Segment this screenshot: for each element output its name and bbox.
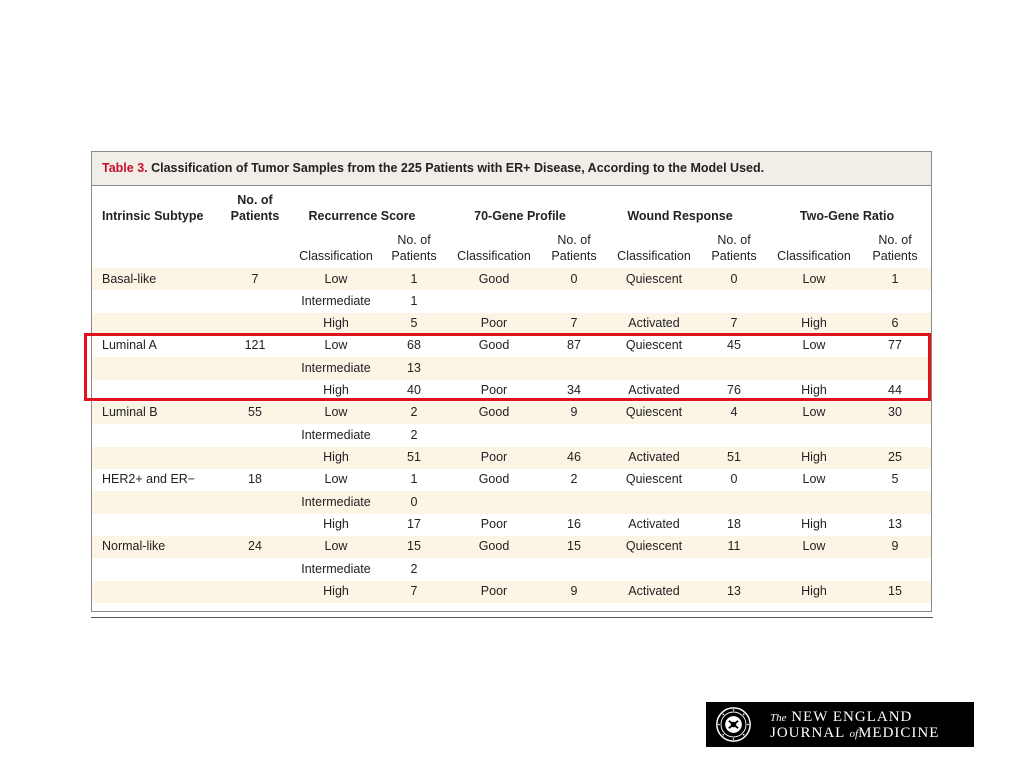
table-cell-tg-n: 30 [888,405,902,420]
table-cell-n: 55 [248,405,262,420]
table-cell-wr-class: Quiescent [625,271,683,286]
table-cell-tg-n: 1 [891,271,899,286]
table-cell-g70-n: 2 [570,472,578,487]
table-cell-rs-class: Low [324,405,348,420]
table-cell-tg-class: Low [802,338,826,353]
nejm-logo [706,702,974,747]
logo-new-england: NEW ENGLAND [791,709,913,725]
table-cell-tg-n: 77 [888,338,902,353]
table-cell-rs-n: 15 [407,539,421,554]
table-cell-rs-n: 2 [410,405,418,420]
subheader-rs-classification: Classification [299,249,373,263]
table-cell-g70-class: Poor [480,517,508,532]
logo-medicine: MEDICINE [858,725,940,741]
table-cell-rs-class: Low [324,271,348,286]
table-cell-rs-class: Intermediate [301,293,371,308]
table-cell-tg-class: High [801,450,827,465]
table-cell-tg-n: 9 [891,539,899,554]
table-cell-wr-n: 0 [730,472,738,487]
table-cell-g70-class: Good [478,271,510,286]
subheader-70g-no-of: No. of [557,233,591,247]
table-cell-rs-n: 40 [407,383,421,398]
header-70-gene-profile: 70-Gene Profile [474,209,566,223]
nejm-seal-icon [715,706,752,743]
table-cell-wr-n: 4 [730,405,738,420]
subheader-wr-no-of: No. of [717,233,751,247]
table-cell-rs-class: Intermediate [301,427,371,442]
table-cell-wr-n: 51 [727,450,741,465]
subheader-70g-classification: Classification [457,249,531,263]
table-cell-rs-class: High [323,450,349,465]
table-cell-wr-class: Activated [628,584,680,599]
table-cell-rs-n: 17 [407,517,421,532]
subheader-tg-patients: Patients [872,249,918,263]
table-cell-g70-n: 0 [570,271,578,286]
table-cell-wr-class: Quiescent [625,472,683,487]
table-cell-tg-class: Low [802,472,826,487]
table-cell-rs-n: 51 [407,450,421,465]
table-cell-rs-class: High [323,316,349,331]
subheader-rs-no-of: No. of [397,233,431,247]
table-cell-n: 24 [248,539,262,554]
table-cell-wr-n: 13 [727,584,741,599]
table-cell-wr-n: 45 [727,338,741,353]
table-cell-wr-class: Quiescent [625,405,683,420]
table-cell-tg-n: 44 [888,383,902,398]
table-cell-g70-class: Good [478,338,510,353]
table-cell-n: 121 [244,338,266,353]
table-cell-tg-class: High [801,316,827,331]
table-cell-wr-n: 7 [730,316,738,331]
table-cell-rs-class: High [323,383,349,398]
logo-line-2 [770,725,939,742]
table-cell-tg-n: 13 [888,517,902,532]
table-cell-g70-n: 46 [567,450,581,465]
table-cell-wr-class: Activated [628,450,680,465]
subheader-tg-no-of: No. of [878,233,912,247]
table-cell-rs-class: Intermediate [301,561,371,576]
table-cell-g70-class: Poor [480,450,508,465]
table-cell-tg-class: Low [802,271,826,286]
table-cell-n: 18 [248,472,262,487]
row-band [92,357,931,379]
table-cell-rs-n: 0 [410,494,418,509]
table-cell-rs-class: Intermediate [301,360,371,375]
logo-the: The [770,712,787,724]
table-cell-rs-n: 2 [410,561,418,576]
table-3 [91,151,932,612]
table-cell-wr-n: 11 [727,539,741,554]
table-cell-g70-class: Poor [480,584,508,599]
table-cell-rs-class: Low [324,539,348,554]
table-cell-tg-class: High [801,517,827,532]
table-cell-tg-n: 15 [888,584,902,599]
table-title-label: Table 3. [102,161,148,175]
table-cell-rs-class: Intermediate [301,494,371,509]
table-cell-g70-class: Poor [480,383,508,398]
table-cell-subtype: Luminal A [102,338,157,353]
table-cell-wr-class: Quiescent [625,539,683,554]
table-cell-g70-n: 9 [570,584,578,599]
table-cell-g70-n: 87 [567,338,581,353]
table-cell-rs-n: 68 [407,338,421,353]
table-cell-rs-n: 1 [410,271,418,286]
table-cell-wr-n: 18 [727,517,741,532]
logo-line-1 [770,709,912,726]
header-no-patients-line1: No. of [237,193,273,207]
logo-of: of [849,728,859,740]
subheader-rs-patients: Patients [391,249,437,263]
header-intrinsic-subtype: Intrinsic Subtype [102,209,204,223]
table-cell-g70-class: Poor [480,316,508,331]
table-cell-n: 7 [251,271,259,286]
table-cell-rs-n: 13 [407,360,421,375]
subheader-70g-patients: Patients [551,249,597,263]
subheader-tg-classification: Classification [777,249,851,263]
subheader-wr-classification: Classification [617,249,691,263]
table-cell-tg-n: 25 [888,450,902,465]
table-cell-subtype: HER2+ and ER− [102,472,196,487]
table-cell-subtype: Basal-like [102,271,157,286]
table-cell-rs-class: Low [324,472,348,487]
header-recurrence-score: Recurrence Score [308,209,416,223]
table-cell-g70-class: Good [478,539,510,554]
row-band [92,491,931,513]
table-cell-g70-n: 16 [567,517,581,532]
table-cell-wr-n: 76 [727,383,741,398]
table-cell-g70-class: Good [478,405,510,420]
header-no-patients-line2: Patients [230,209,280,223]
table-cell-subtype: Normal-like [102,539,166,554]
table-cell-g70-n: 7 [570,316,578,331]
table-cell-tg-class: Low [802,405,826,420]
table-title-text: Classification of Tumor Samples from the 225 Patients with ER+ Disease, According to the Model Used. [147,161,765,175]
table-cell-g70-n: 15 [567,539,581,554]
table-cell-tg-class: Low [802,539,826,554]
table-cell-tg-class: High [801,584,827,599]
table-cell-wr-class: Activated [628,517,680,532]
table-cell-rs-n: 5 [410,316,418,331]
subheader-wr-patients: Patients [711,249,757,263]
table-cell-rs-class: High [323,517,349,532]
table-cell-rs-n: 7 [410,584,418,599]
logo-journal: JOURNAL [770,725,845,741]
table-title [92,152,931,186]
table-cell-rs-n: 1 [410,293,418,308]
table-cell-g70-n: 34 [567,383,581,398]
bottom-rule [91,617,933,618]
table-cell-tg-n: 5 [891,472,899,487]
table-cell-wr-class: Activated [628,383,680,398]
header-wound-response: Wound Response [627,209,733,223]
table-cell-wr-class: Activated [628,316,680,331]
table-cell-wr-class: Quiescent [625,338,683,353]
table-cell-g70-class: Good [478,472,510,487]
table-cell-rs-class: High [323,584,349,599]
table-cell-rs-class: Low [324,338,348,353]
table-cell-g70-n: 9 [570,405,578,420]
header-two-gene-ratio: Two-Gene Ratio [799,209,895,223]
table-cell-rs-n: 1 [410,472,418,487]
table-cell-tg-n: 6 [891,316,899,331]
table-cell-wr-n: 0 [730,271,738,286]
table-cell-rs-n: 2 [410,427,418,442]
table-cell-subtype: Luminal B [102,405,158,420]
table-cell-tg-class: High [801,383,827,398]
